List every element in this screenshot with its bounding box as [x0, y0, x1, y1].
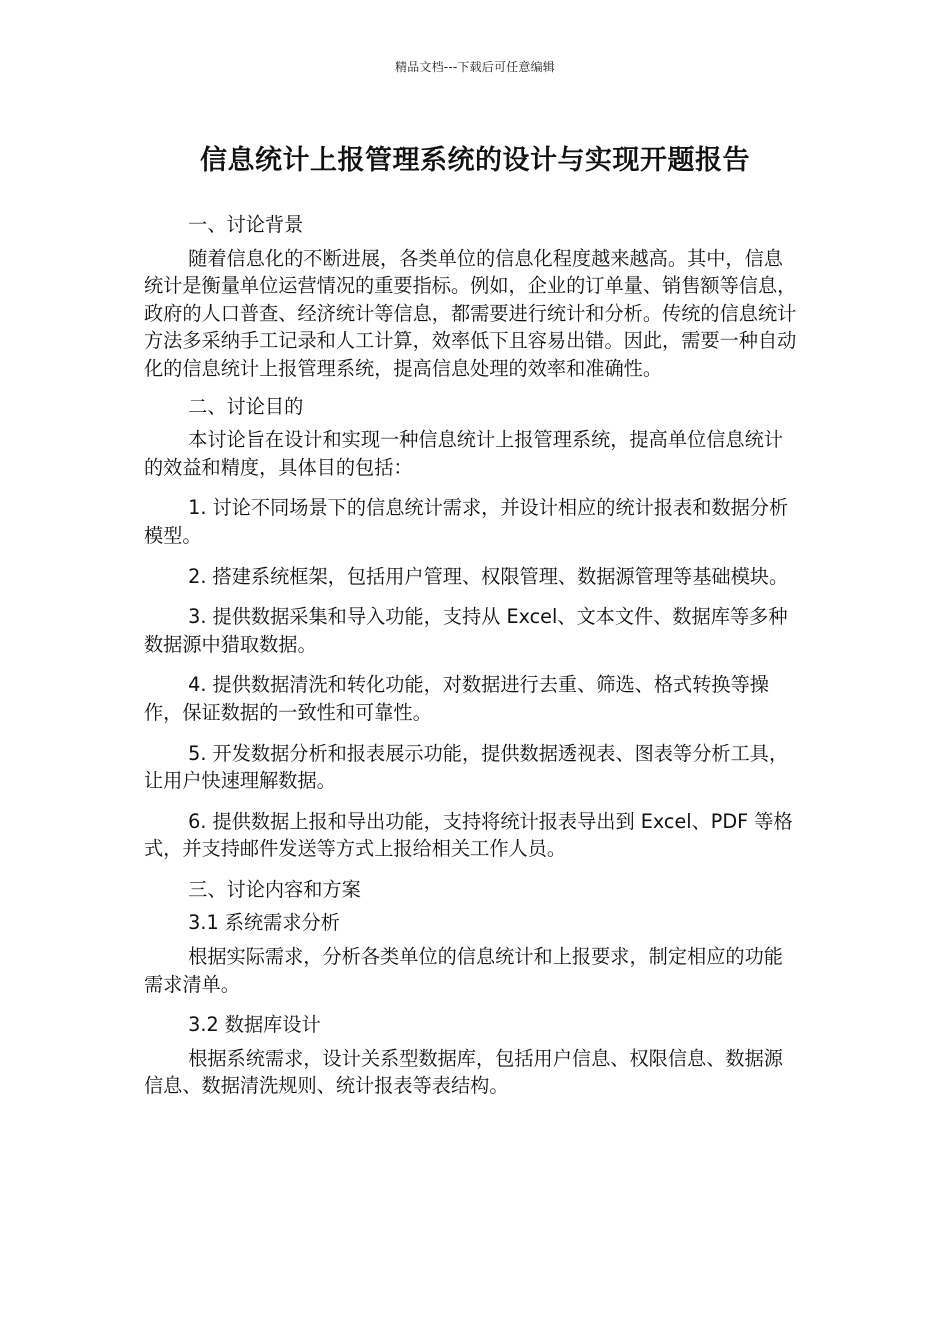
paragraph-purpose-intro: 本讨论旨在设计和实现一种信息统计上报管理系统，提高单位信息统计的效益和精度，具体目的包括：: [144, 428, 783, 479]
header-note: 精品文档---下载后可任意编辑: [395, 60, 555, 74]
document-title: 信息统计上报管理系统的设计与实现开题报告: [200, 145, 750, 176]
paragraph-3-2: 根据系统需求，设计关系型数据库，包括用户信息、权限信息、数据源信息、数据清洗规则、统计报表等表结构。: [144, 1046, 783, 1098]
purpose-list-item: 3. 提供数据采集和导入功能，支持从 Excel、文本文件、数据库等多种数据源中猎取数据。: [144, 605, 788, 656]
paragraph-background: 随着信息化的不断进展，各类单位的信息化程度越来越高。其中，信息统计是衡量单位运营情况的重要指标。例如，企业的订单量、销售额等信息，政府的人口普查、经济统计等信息，都需要进行统计和分析。传统的信息统计方法多采纳手工记录和人工计算，效率低下且容易出错。因此，需要一种自动化的信息统计上报管理系统，提高信息处理的效率和准确性。: [144, 246, 797, 380]
paragraph-3-1: 根据实际需求，分析各类单位的信息统计和上报要求，制定相应的功能需求清单。: [144, 945, 783, 996]
purpose-list-item: 2. 搭建系统框架，包括用户管理、权限管理、数据源管理等基础模块。: [188, 564, 789, 588]
subsection-heading-3-2: 3.2 数据库设计: [188, 1013, 321, 1037]
purpose-list-item: 1. 讨论不同场景下的信息统计需求，并设计相应的统计报表和数据分析模型。: [144, 496, 789, 547]
purpose-list-item: 4. 提供数据清洗和转化功能，对数据进行去重、筛选、格式转换等操作，保证数据的一致性和可靠性。: [144, 673, 769, 724]
section-heading-content: 三、讨论内容和方案: [188, 877, 361, 901]
purpose-list-item: 6. 提供数据上报和导出功能，支持将统计报表导出到 Excel、PDF 等格式，并支持邮件发送等方式上报给相关工作人员。: [144, 809, 793, 861]
section-heading-background: 一、讨论背景: [188, 213, 304, 236]
document-body: [144, 211, 800, 1113]
subsection-heading-3-1: 3.1 系统需求分析: [188, 911, 340, 935]
purpose-list-item: 5. 开发数据分析和报表展示功能，提供数据透视表、图表等分析工具，让用户快速理解数据。: [144, 741, 789, 793]
section-heading-purpose: 二、讨论目的: [188, 394, 304, 418]
